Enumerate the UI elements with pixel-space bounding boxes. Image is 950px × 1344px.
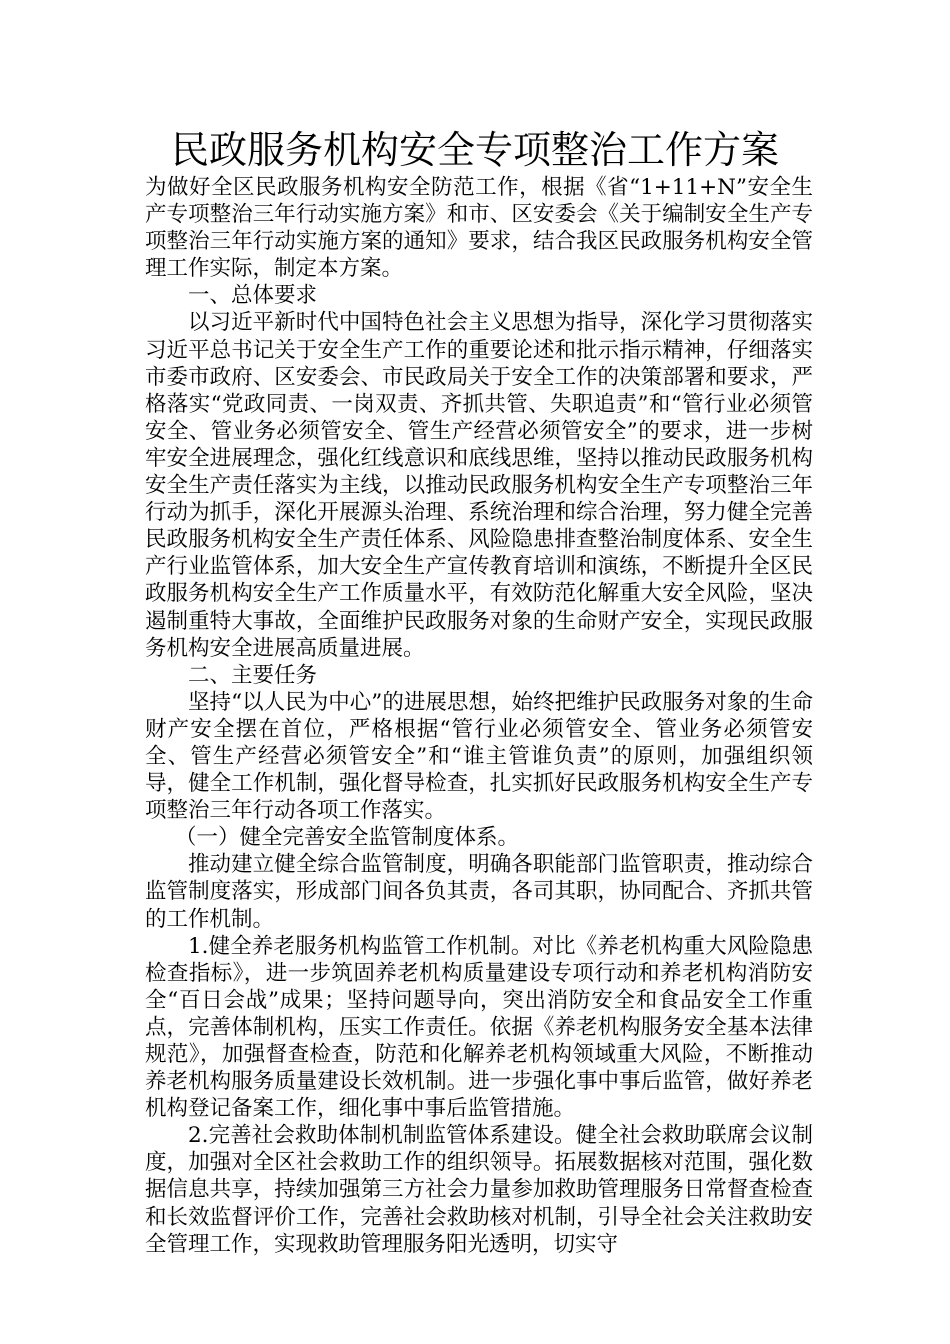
body-paragraph: 推动建立健全综合监管制度，明确各职能部门监管职责，推动综合监管制度落实，形成部门间各负其责，各司其职，协同配合、齐抓共管的工作机制。 <box>145 852 813 932</box>
body-paragraph: 1.健全养老服务机构监管工作机制。对比《养老机构重大风险隐患检查指标》，进一步筑固养老机构质量建设专项行动和养老机构消防安全“百日会战”成果；坚持问题导向，突出消防安全和食品安全工作重点，完善体制机构，压实工作责任。依据《养老机构服务安全基本法律规范》，加强督查检查，防范和化解养老机构领域重大风险，不断推动养老机构服务质量建设长效机制。进一步强化事中事后监管，做好养老机构登记备案工作，细化事中事后监管措施。 <box>145 933 813 1122</box>
document-body <box>145 174 813 1258</box>
body-paragraph: 坚持“以人民为中心”的进展思想，始终把维护民政服务对象的生命财产安全摆在首位，严格根据“管行业必须管安全、管业务必须管安全、管生产经营必须管安全”和“谁主管谁负责”的原则，加强组织领导，健全工作机制，强化督导检查，扎实抓好民政服务机构安全生产专项整治三年行动各项工作落实。 <box>145 689 813 824</box>
subsection-heading: （一）健全完善安全监管制度体系。 <box>175 825 520 851</box>
section-heading-general-requirements: 一、总体要求 <box>188 283 318 309</box>
section-heading-main-tasks: 二、主要任务 <box>188 662 318 688</box>
body-paragraph: 以习近平新时代中国特色社会主义思想为指导，深化学习贯彻落实习近平总书记关于安全生产工作的重要论述和批示指示精神，仔细落实市委市政府、区安委会、市民政局关于安全工作的决策部署和要求，严格落实“党政同责、一岗双责、齐抓共管、失职追责”和“管行业必须管安全、管业务必须管安全、管生产经营必须管安全”的要求，进一步树牢安全进展理念，强化红线意识和底线思维，坚持以推动民政服务机构安全生产责任落实为主线，以推动民政服务机构安全生产专项整治三年行动为抓手，深化开展源头治理、系统治理和综合治理，努力健全完善民政服务机构安全生产责任体系、风险隐患排查整治制度体系、安全生产行业监管体系，加大安全生产宣传教育培训和演练，不断提升全区民政服务机构安全生产工作质量水平，有效防范化解重大安全风险，坚决遏制重特大事故，全面维护民政服务对象的生命财产安全，实现民政服务机构安全进展高质量进展。 <box>145 310 813 661</box>
intro-paragraph: 为做好全区民政服务机构安全防范工作，根据《省“1+11+N”安全生产专项整治三年行动实施方案》和市、区安委会《关于编制安全生产专项整治三年行动实施方案的通知》要求，结合我区民政服务机构安全管理工作实际，制定本方案。 <box>145 175 813 282</box>
body-paragraph: 2.完善社会救助体制机制监管体系建设。健全社会救助联席会议制度，加强对全区社会救助工作的组织领导。拓展数据核对范围，强化数据信息共享，持续加强第三方社会力量参加救助管理服务日常督查检查和长效监督评价工作，完善社会救助核对机制，引导全社会关注救助安全管理工作，实现救助管理服务阳光透明，切实守 <box>145 1123 813 1257</box>
document-title: 民政服务机构安全专项整治工作方案 <box>170 128 779 172</box>
